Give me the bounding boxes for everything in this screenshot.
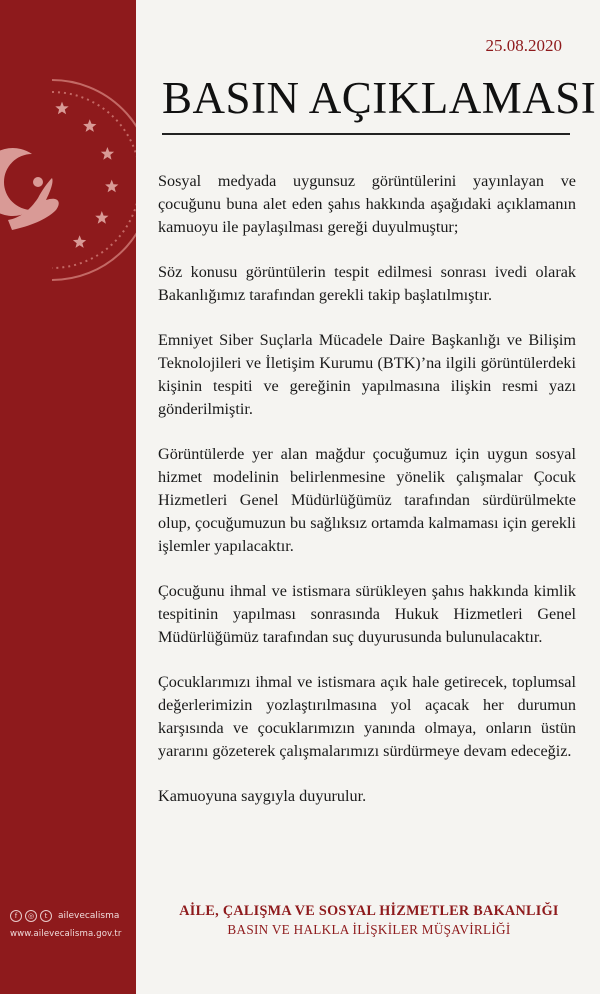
twitter-icon[interactable]: t (40, 910, 52, 922)
release-date: 25.08.2020 (485, 36, 562, 55)
star-icon (73, 235, 86, 248)
paragraph: Sosyal medyada uygunsuz görüntülerini yayınlayan ve çocuğunu buna alet eden şahıs hakkında aşağıdaki açıklamanın kamuoyu ile paylaşılması gereği duyulmuştur; (158, 172, 576, 236)
title-divider (162, 133, 570, 135)
release-body (158, 170, 576, 830)
facebook-icon[interactable]: f (10, 910, 22, 922)
star-icon (105, 180, 118, 193)
page-title: BASIN AÇIKLAMASI (162, 73, 597, 123)
hands-icon (8, 177, 59, 230)
emblem-stars (55, 102, 118, 248)
paragraph: Çocuklarımızı ihmal ve istismara açık hale getirecek, toplumsal değerlerimizin yozlaştırılmasına yol açacak her durumun karşısında ve çocuklarımızın yanında olmaya, onların üstün yararını gözeterek çalışmalarımızı sürdürmeye devam edeceğiz. (158, 673, 576, 760)
star-icon (55, 102, 68, 115)
star-icon (101, 147, 114, 160)
office-name: BASIN VE HALKLA İLİŞKİLER MÜŞAVİRLİĞİ (227, 922, 511, 937)
closing-line: Kamuoyuna saygıyla duyurulur. (158, 787, 367, 805)
star-icon (95, 211, 108, 224)
social-handle[interactable]: ailevecalisma (58, 911, 120, 921)
paragraph: Emniyet Siber Suçlarla Mücadele Daire Başkanlığı ve Bilişim Teknolojileri ve İletişim Kurumu (BTK)’na ilgili görüntülerdeki kişinin tespiti ve gereğinin yapılmasına ilişkin resmi yazı gönderilmiştir. (158, 331, 576, 418)
paragraph: Görüntülerde yer alan mağdur çocuğumuz için uygun sosyal hizmet modelinin belirlenmesine yönelik çalışmalar Çocuk Hizmetleri Genel Müdürlüğümüz tarafından sürdürülmekte olup, çocuğumuzun bu sağlıksız ortamda kalmaması için gerekli işlemler yapılacaktır. (158, 445, 576, 555)
press-release (136, 0, 600, 994)
crescent-icon (0, 148, 32, 216)
ministry-emblem (0, 70, 136, 300)
paragraph: Söz konusu görüntülerin tespit edilmesi sonrası ivedi olarak Bakanlığımız tarafından gerekli takip başlatılmıştır. (158, 263, 576, 304)
ministry-name: AİLE, ÇALIŞMA VE SOSYAL HİZMETLER BAKANLIĞI (179, 903, 559, 919)
paragraph: Çocuğunu ihmal ve istismara sürükleyen şahıs hakkında kimlik tespitinin yapılması sonrasında Hukuk Hizmetleri Genel Müdürlüğümüz tarafından suç duyurusunda bulunulacaktır. (158, 582, 576, 646)
instagram-icon[interactable]: ◎ (25, 910, 37, 922)
sidebar (0, 0, 136, 994)
website-link[interactable]: www.ailevecalisma.gov.tr (10, 929, 122, 939)
star-icon (83, 119, 96, 132)
social-row (10, 910, 119, 922)
